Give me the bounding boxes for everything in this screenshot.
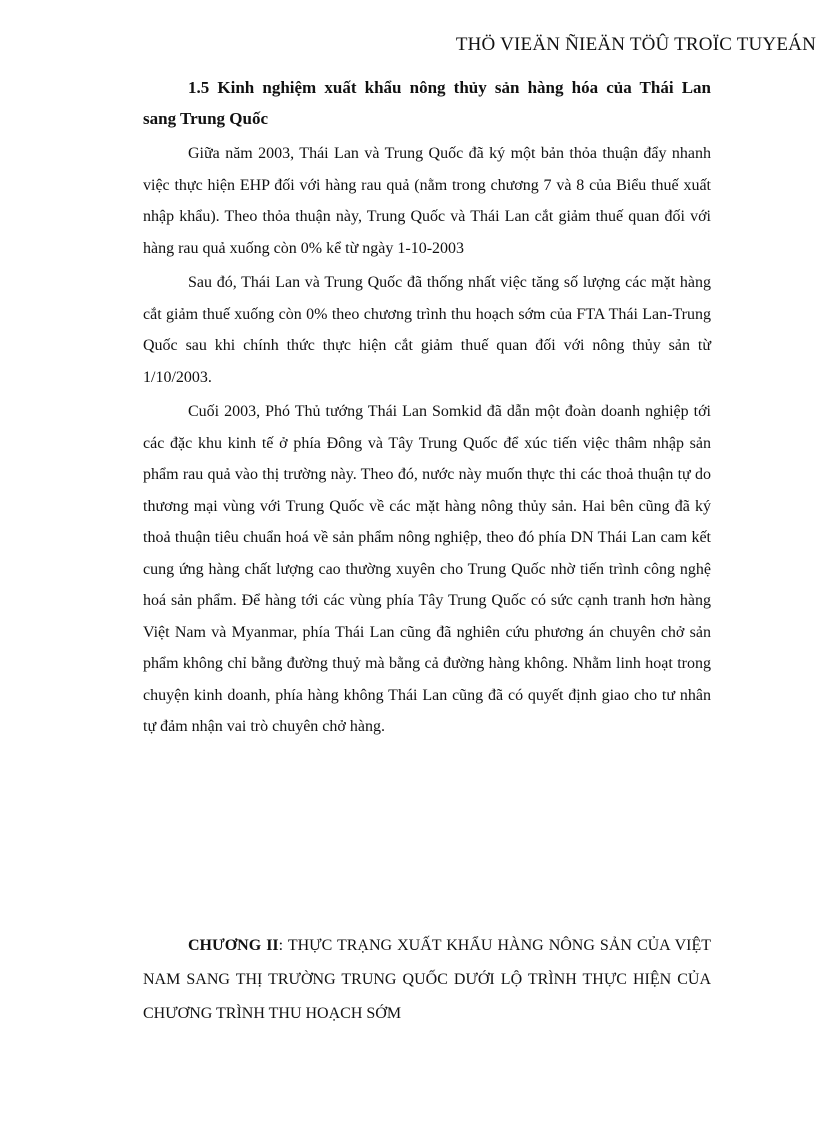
paragraph-3: Cuối 2003, Phó Thủ tướng Thái Lan Somkid đã dẫn một đoàn doanh nghiệp tới các đặc khu kinh tế ở phía Đông và Tây Trung Quốc để xúc tiến việc thâm nhập sản phẩm rau quả vào thị trường này. Theo đó, nước này muốn thực thi các thoả thuận tự do thương mại vùng với Trung Quốc về các mặt hàng nông thủy sản. Hai bên cũng đã ký thoả thuận tiêu chuẩn hoá về sản phẩm nông nghiệp, theo đó phía DN Thái Lan cam kết cung ứng hàng chất lượng cao thường xuyên cho Trung Quốc nhờ tiến trình công nghệ hoá sản phẩm. Để hàng tới các vùng phía Tây Trung Quốc có sức cạnh tranh hơn hàng Việt Nam và Myanmar, phía Thái Lan cũng đã nghiên cứu phương án chuyên chở sản phẩm không chỉ bằng đường thuỷ mà bằng cả đường hàng không. Nhằm linh hoạt trong chuyện kinh doanh, phía hàng không Thái Lan cũng đã có quyết định giao cho tư nhân tự đảm nhận vai trò chuyên chở hàng. bbox=[143, 403, 711, 735]
section-heading-line1: 1.5 Kinh nghiệm xuất khẩu nông thủy sản hàng hóa của Thái Lan bbox=[188, 78, 711, 97]
chapter-separator: : bbox=[278, 937, 288, 954]
chapter-heading bbox=[143, 929, 711, 1031]
document-body bbox=[143, 72, 711, 743]
chapter-title: THỰC TRẠNG XUẤT KHẨU HÀNG NÔNG SẢN CỦA VIỆT NAM SANG THỊ TRƯỜNG TRUNG QUỐC DƯỚI LỘ TRÌNH THỰC HIỆN CỦA CHƯƠNG TRÌNH THU HOẠCH SỚM bbox=[143, 937, 712, 1022]
page-header: THÖ VIEÄN ÑIEÄN TÖÛ TROÏC TUYEÁN bbox=[455, 34, 816, 55]
section-heading bbox=[143, 72, 711, 134]
paragraph-1: Giữa năm 2003, Thái Lan và Trung Quốc đã ký một bản thỏa thuận đẩy nhanh việc thực hiện EHP đối với hàng rau quả (nằm trong chương 7 và 8 của Biểu thuế xuất nhập khẩu). Theo thỏa thuận này, Trung Quốc và Thái Lan cắt giảm thuế quan đối với hàng rau quả xuống còn 0% kể từ ngày 1-10-2003 bbox=[143, 145, 711, 257]
paragraph-2: Sau đó, Thái Lan và Trung Quốc đã thống nhất việc tăng số lượng các mặt hàng cắt giảm thuế xuống còn 0% theo chương trình thu hoạch sớm của FTA Thái Lan-Trung Quốc sau khi chính thức thực hiện cắt giảm thuế quan đối với nông thủy sản từ 1/10/2003. bbox=[143, 274, 711, 386]
section-heading-line2: sang Trung Quốc bbox=[143, 109, 269, 128]
chapter-label: CHƯƠNG II bbox=[188, 937, 279, 954]
